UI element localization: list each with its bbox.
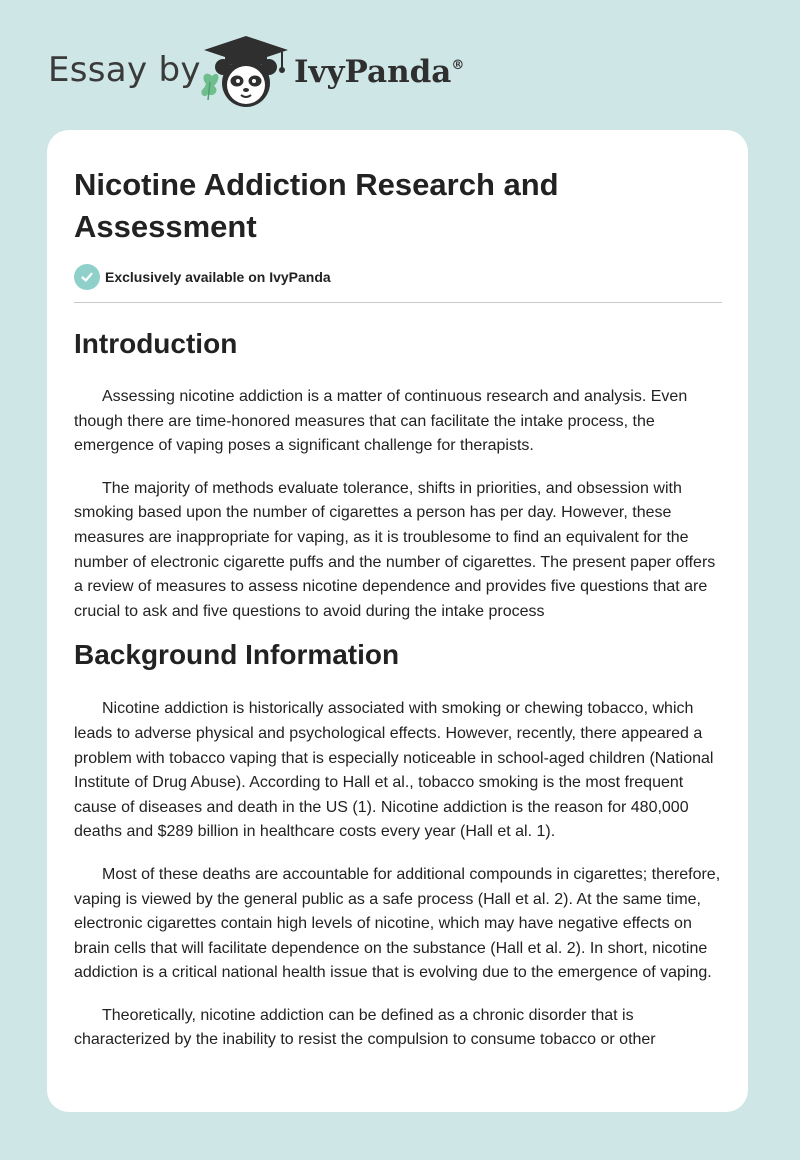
title-divider	[74, 302, 722, 303]
exclusive-badge	[74, 263, 331, 291]
essay-title: Nicotine Addiction Research and Assessment	[74, 167, 559, 244]
section-heading-introduction: Introduction	[74, 328, 238, 359]
paragraph: The majority of methods evaluate tolerance, shifts in priorities, and obsession with smoking based upon the number of cigarettes a person has per day. However, these measures are inappropriate for vaping, as it is troublesome to find an equivalent for the number of electronic cigarette puffs and the number of cigarettes. The present paper offers a review of measures to assess nicotine dependence and provides five questions that are crucial to ask and five questions to avoid during the intake process	[74, 479, 716, 620]
paragraph: Theoretically, nicotine addiction can be defined as a chronic disorder that is characterized by the inability to resist the compulsion to consume tobacco or other	[74, 1006, 656, 1049]
paragraph: Assessing nicotine addiction is a matter of continuous research and analysis. Even though there are time-honored measures that can facilitate the intake process, the emergence of vaping poses a significant challenge for therapists.	[74, 388, 688, 455]
panda-graduate-logo-icon	[198, 34, 294, 110]
section-heading-background: Background Information	[74, 639, 400, 671]
exclusive-label: Exclusively available on IvyPanda	[105, 269, 331, 285]
essay-card	[47, 130, 748, 1112]
essay-by-label: Essay by	[48, 50, 201, 90]
essay-body	[74, 320, 724, 1053]
ivypanda-brand-name[interactable]: IvyPanda®	[294, 54, 465, 90]
paragraph: Nicotine addiction is historically associated with smoking or chewing tobacco, which leads to adverse physical and psychological effects. However, recently, there appeared a problem with tobacco vaping that is especially noticeable in school-aged children (National Institute of Drug Abuse). According to Hall et al., tobacco smoking is the most frequent cause of diseases and death in the US (1). Nicotine addiction is the reason for 480,000 deaths and $289 billion in healthcare costs every year (Hall et al. 1).	[74, 700, 714, 841]
check-circle-icon	[74, 264, 100, 290]
registered-mark: ®	[451, 58, 465, 73]
site-header	[0, 0, 800, 130]
paragraph: Most of these deaths are accountable for additional compounds in cigarettes; therefore, vaping is viewed by the general public as a safe process (Hall et al. 2). At the same time, electronic cigarettes contain high levels of nicotine, which may have negative effects on brain cells that will facilitate dependence on the substance (Hall et al. 2). In short, nicotine addiction is a critical national health issue that is evolving due to the emergence of vaping.	[74, 865, 721, 982]
